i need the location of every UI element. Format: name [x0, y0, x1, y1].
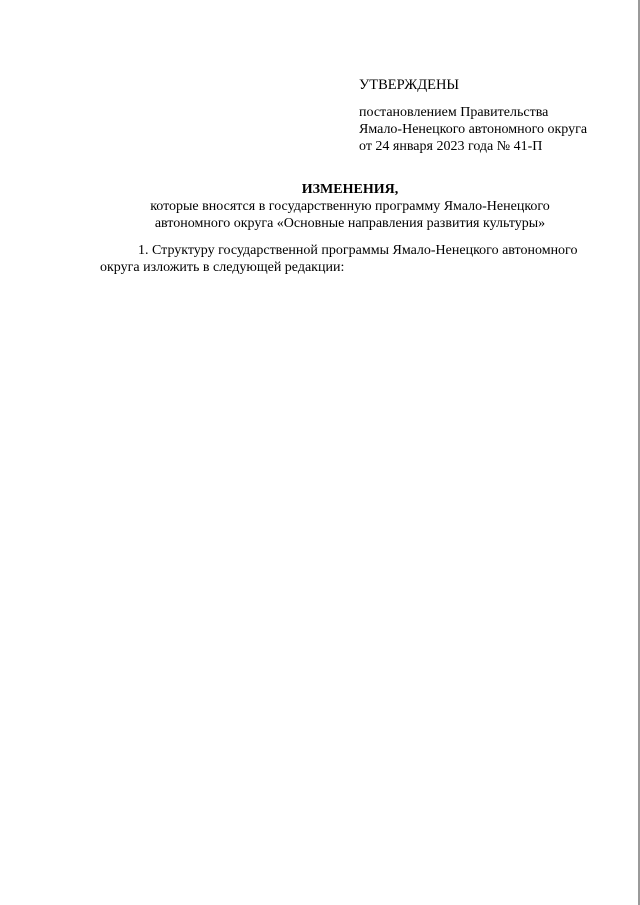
changes-header	[100, 181, 600, 232]
approval-heading: УТВЕРЖДЕНЫ	[359, 77, 460, 93]
changes-subtitle-line: которые вносятся в государственную программу Ямало-Ненецкого	[150, 199, 550, 214]
approval-line: от 24 января 2023 года № 41-П	[359, 139, 543, 154]
changes-subtitle-line: автономного округа «Основные направления развития культуры»	[154, 216, 546, 231]
approval-stamp	[359, 76, 629, 155]
approval-line: Ямало-Ненецкого автономного округа	[359, 122, 588, 137]
paragraph-line: 1. Структуру государственной программы Ямало-Ненецкого автономного	[138, 243, 578, 258]
changes-title: ИЗМЕНЕНИЯ,	[301, 182, 399, 197]
body-paragraph	[100, 242, 605, 276]
paragraph-line: округа изложить в следующей редакции:	[100, 260, 345, 275]
approval-line: постановлением Правительства	[359, 105, 549, 120]
